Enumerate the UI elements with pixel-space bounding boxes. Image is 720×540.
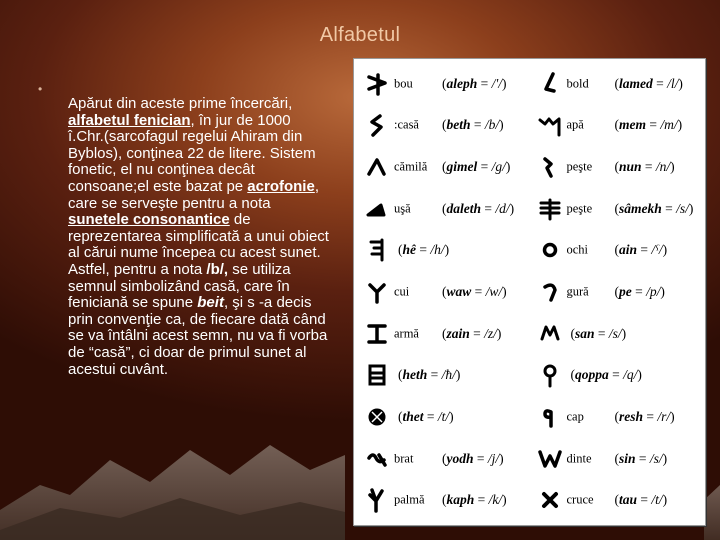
- letter-meaning: dinte: [566, 451, 592, 466]
- letter-name: qoppa: [575, 367, 609, 383]
- letter-cell-h: [360, 230, 527, 272]
- sound-b: /b/,: [206, 260, 229, 278]
- letter-cell-ain: [533, 230, 700, 272]
- letter-meaning: peşte: [566, 201, 593, 216]
- body-text-1: Apărut din aceste prime încercări,: [68, 95, 293, 112]
- nun-glyph-icon: [537, 154, 563, 180]
- letter-sound: /'/: [491, 75, 503, 91]
- lamed-glyph-icon: [537, 71, 563, 97]
- body-text-3: , care se serveşte pentru a nota: [68, 177, 319, 212]
- letter-meaning: cap: [566, 409, 584, 424]
- letter-name: pe: [619, 283, 632, 299]
- letter-grid: [360, 63, 699, 521]
- letter-meaning: ochi: [566, 242, 589, 257]
- slide-title: Alfabetul: [319, 24, 401, 46]
- letter-cell-nun: [533, 146, 700, 188]
- letter-cell-tau: [533, 479, 700, 521]
- letter-transliteration: (gimel = /g/): [442, 159, 511, 175]
- letter-cell-sin: [533, 438, 700, 480]
- letter-transliteration: (pe = /p/): [614, 283, 665, 299]
- letter-name: waw: [446, 283, 472, 299]
- letter-name: nun: [619, 159, 642, 175]
- qoppa-glyph-icon: [537, 362, 563, 388]
- tau-glyph-icon: [537, 487, 563, 513]
- letter-transliteration: (tau = /t/): [614, 492, 668, 508]
- body-text-2: , în jur de 1000 î.Chr.(sarcofagul regelui Ahiram din Byblos), conţinea 22 de litere. Sistem fonetic, el nu conţinea decât consoane;el este bazat pe: [68, 111, 316, 195]
- letter-meaning: cămilă: [394, 159, 428, 174]
- letter-sound: /t/: [437, 408, 450, 424]
- letter-name: yodh: [446, 450, 474, 466]
- letter-sound: /g/: [491, 159, 506, 175]
- letter-cell-waw: [360, 271, 527, 313]
- link-sunetele-consonantice[interactable]: sunetele consonantice: [68, 211, 230, 229]
- letter-name: sin: [619, 450, 636, 466]
- letter-name: beth: [446, 117, 471, 133]
- letter-transliteration: (daleth = /d/): [442, 200, 515, 216]
- kaph-glyph-icon: [364, 487, 390, 513]
- letter-sound: /z/: [484, 325, 497, 341]
- he-glyph-icon: [364, 237, 390, 263]
- phoenician-alphabet-table: [353, 58, 706, 526]
- letter-transliteration: (lamed = /l/): [614, 75, 683, 91]
- letter-meaning: bou: [394, 76, 413, 91]
- letter-name: kaph: [446, 492, 475, 508]
- yodh-glyph-icon: [364, 446, 390, 472]
- letter-name: thet: [402, 408, 424, 424]
- letter-sound: /j/: [487, 450, 500, 466]
- letter-sound: /w/: [485, 283, 503, 299]
- letter-cell-qoppa: [533, 354, 700, 396]
- letter-transliteration: (san = /s/): [570, 325, 627, 341]
- waw-glyph-icon: [364, 279, 390, 305]
- letter-meaning: peşte: [566, 159, 593, 174]
- letter-name: resh: [619, 408, 644, 424]
- letter-sound: /t/: [651, 492, 663, 508]
- letter-transliteration: (beth = /b/): [442, 117, 504, 133]
- thet-glyph-icon: [364, 404, 390, 430]
- letter-name: san: [575, 325, 595, 341]
- bullet-marker: •: [38, 82, 43, 96]
- letter-name: mem: [619, 117, 646, 133]
- beth-glyph-icon: [364, 112, 390, 138]
- letter-cell-heth: [360, 354, 527, 396]
- samekh-glyph-icon: [537, 196, 563, 222]
- letter-meaning: brat: [394, 451, 414, 466]
- letter-meaning: armă: [394, 326, 419, 341]
- sin-glyph-icon: [537, 446, 563, 472]
- letter-transliteration: (ain = /ˁ/): [614, 242, 668, 258]
- letter-sound: /q/: [623, 367, 638, 383]
- letter-transliteration: (thet = /t/): [398, 408, 454, 424]
- letter-transliteration: (waw = /w/): [442, 283, 507, 299]
- zain-glyph-icon: [364, 321, 390, 347]
- letter-sound: /n/: [655, 159, 671, 175]
- letter-cell-mem: [533, 105, 700, 147]
- letter-sound: /r/: [657, 408, 671, 424]
- mem-glyph-icon: [537, 112, 563, 138]
- letter-name: gimel: [446, 159, 478, 175]
- letter-sound: /ħ/: [441, 367, 456, 383]
- body-text-5: se utiliza semnul simbolizând casă, care în feniciană se spune: [68, 260, 291, 312]
- letter-cell-beth: [360, 105, 527, 147]
- letter-sound: /p/: [646, 283, 661, 299]
- letter-sound: /s/: [676, 200, 689, 216]
- resh-glyph-icon: [537, 404, 563, 430]
- letter-name: hê: [402, 242, 416, 258]
- letter-cell-aleph: [360, 63, 527, 105]
- letter-meaning: palmă: [394, 492, 425, 507]
- letter-cell-kaph: [360, 479, 527, 521]
- letter-cell-resh: [533, 396, 700, 438]
- body-paragraph: [68, 96, 330, 378]
- letter-cell-thet: [360, 396, 527, 438]
- ain-glyph-icon: [537, 237, 563, 263]
- letter-name: sâmekh: [619, 200, 662, 216]
- aleph-glyph-icon: [364, 71, 390, 97]
- gimel-glyph-icon: [364, 154, 390, 180]
- letter-sound: /ˁ/: [651, 242, 663, 258]
- letter-meaning: uşă: [394, 201, 411, 216]
- letter-cell-san: [533, 313, 700, 355]
- letter-sound: /b/: [484, 117, 500, 133]
- daleth-glyph-icon: [364, 196, 390, 222]
- letter-name: zain: [446, 325, 470, 341]
- letter-transliteration: (kaph = /k/): [442, 492, 507, 508]
- pe-glyph-icon: [537, 279, 563, 305]
- letter-cell-zain: [360, 313, 527, 355]
- letter-name: daleth: [446, 200, 482, 216]
- letter-meaning: cruce: [566, 492, 594, 507]
- letter-cell-yodh: [360, 438, 527, 480]
- letter-meaning: cui: [394, 284, 410, 299]
- letter-transliteration: (nun = /n/): [614, 159, 675, 175]
- letter-transliteration: (sin = /s/): [614, 450, 668, 466]
- letter-sound: /s/: [649, 450, 663, 466]
- letter-name: tau: [619, 492, 638, 508]
- letter-name: lamed: [619, 75, 653, 91]
- letter-transliteration: (sâmekh = /s/): [614, 200, 694, 216]
- letter-transliteration: (aleph = /'/): [442, 75, 507, 91]
- letter-transliteration: (zain = /z/): [442, 325, 502, 341]
- letter-name: ain: [619, 242, 638, 258]
- letter-sound: /d/: [495, 200, 510, 216]
- letter-name: heth: [402, 367, 428, 383]
- letter-name: aleph: [446, 75, 478, 91]
- letter-transliteration: (hê = /h/): [398, 242, 450, 258]
- letter-meaning: apă: [566, 117, 584, 132]
- letter-transliteration: (resh = /r/): [614, 408, 675, 424]
- link-alfabetul-fenician[interactable]: alfabetul fenician: [68, 111, 191, 129]
- heth-glyph-icon: [364, 362, 390, 388]
- word-beit: beit: [197, 294, 224, 312]
- letter-cell-pe: [533, 271, 700, 313]
- link-acrofonie[interactable]: acrofonie: [247, 177, 315, 195]
- letter-cell-sâmekh: [533, 188, 700, 230]
- letter-meaning: :casă: [394, 117, 419, 132]
- letter-meaning: bold: [566, 76, 589, 91]
- letter-cell-daleth: [360, 188, 527, 230]
- letter-cell-lamed: [533, 63, 700, 105]
- letter-sound: /m/: [660, 117, 678, 133]
- san-glyph-icon: [537, 321, 563, 347]
- letter-sound: /k/: [488, 492, 503, 508]
- letter-sound: /l/: [667, 75, 679, 91]
- letter-transliteration: (yodh = /j/): [442, 450, 504, 466]
- body-text-6: , şi s -a decis prin convenţie ca, de fiecare dată când se va întâlni acest semn, nu va fi vorba de “casă”, ci doar de primul sunet al acestui cuvânt.: [68, 294, 328, 378]
- letter-cell-gimel: [360, 146, 527, 188]
- letter-meaning: gură: [566, 284, 589, 299]
- letter-transliteration: (mem = /m/): [614, 117, 683, 133]
- letter-transliteration: (qoppa = /q/): [570, 367, 642, 383]
- body-text-4: de reprezentarea simplificată a unui obiect al cărui nume începea cu acest sunet. Astfel, pentru a nota: [68, 211, 329, 278]
- letter-transliteration: (heth = /ħ/): [398, 367, 461, 383]
- letter-sound: /h/: [430, 242, 445, 258]
- letter-sound: /s/: [608, 325, 622, 341]
